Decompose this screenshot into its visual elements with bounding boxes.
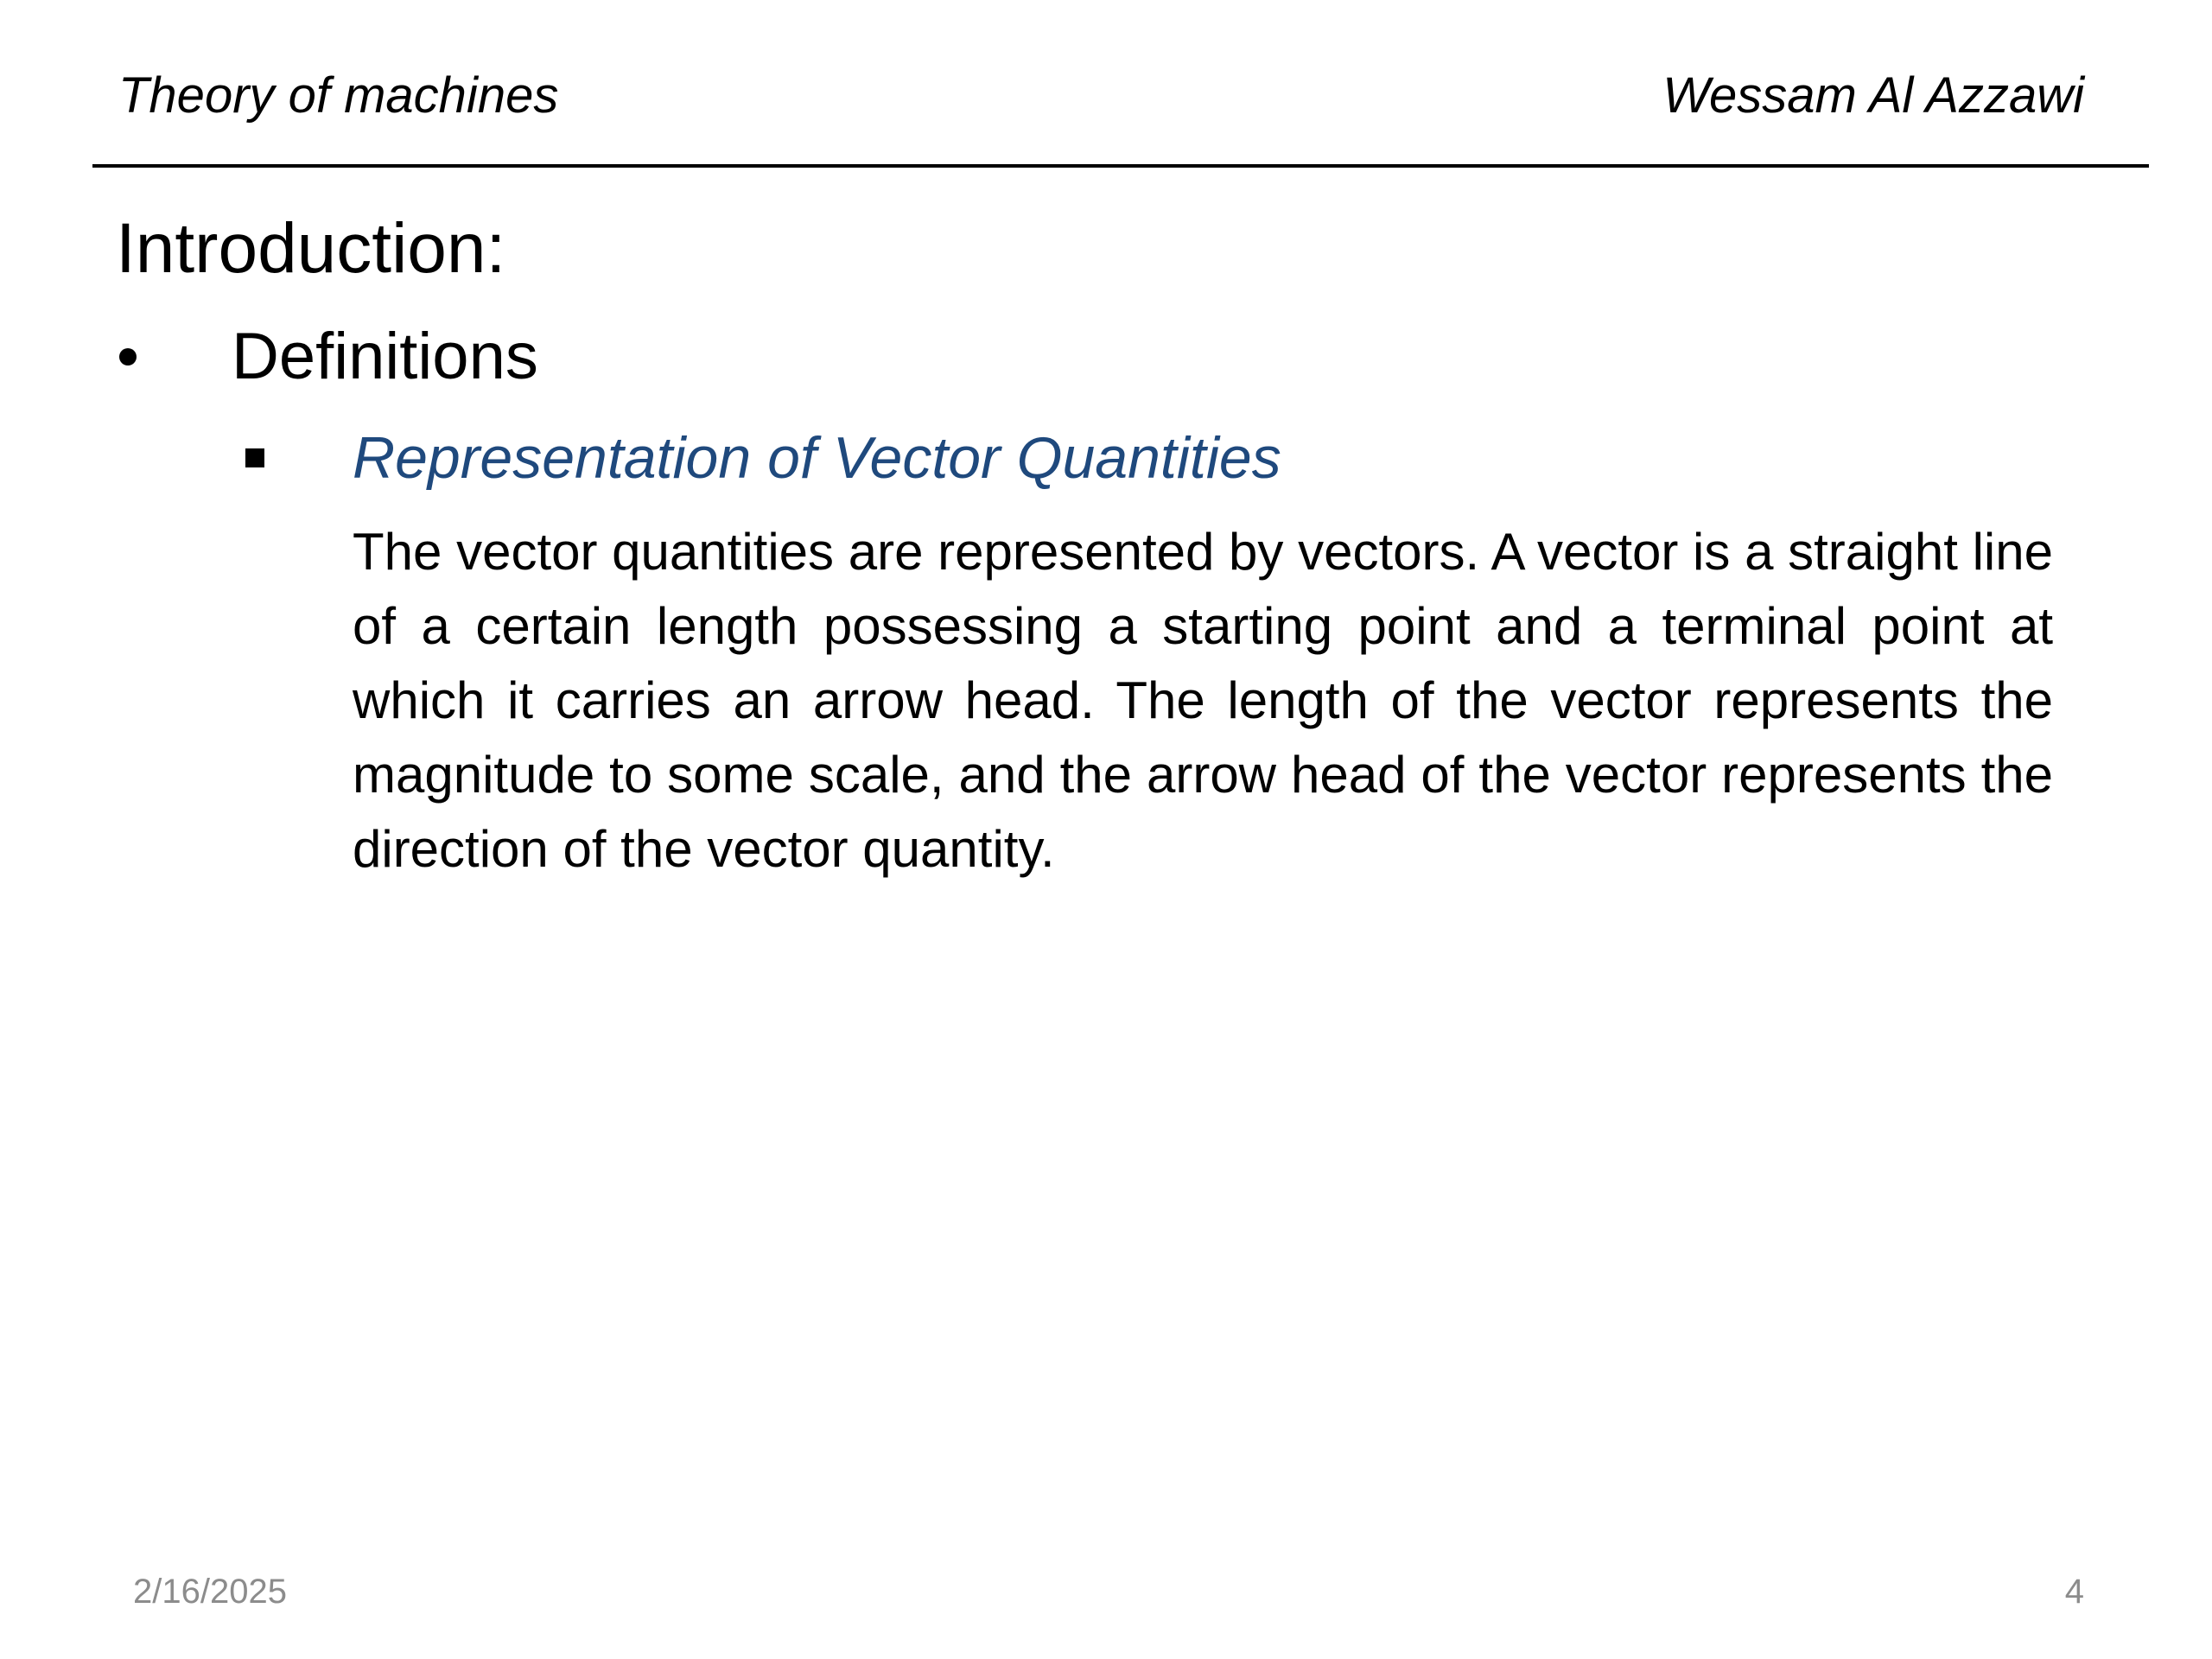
bullet-label: Definitions bbox=[232, 320, 538, 393]
footer-page-number: 4 bbox=[2064, 1573, 2084, 1611]
slide-title: Introduction: bbox=[116, 209, 506, 288]
bullet-dot-icon bbox=[119, 348, 137, 365]
body-paragraph: The vector quantities are represented by vectors. A vector is a straight line of a certain length possessing a starting point and a terminal point at which it carries an arrow head. The length of the vector represents the magnitude to some scale, and the arrow head of the vector represents the direction of the vector quantity. bbox=[353, 523, 2053, 878]
header-author: Wessam Al Azzawi bbox=[1662, 67, 2084, 124]
header-course-title: Theory of machines bbox=[118, 67, 559, 124]
sub-bullet-item bbox=[245, 423, 1281, 493]
footer-date: 2/16/2025 bbox=[133, 1573, 287, 1611]
square-bullet-icon bbox=[245, 448, 264, 467]
bullet-item-definitions bbox=[116, 318, 538, 396]
header-divider bbox=[92, 164, 2149, 168]
sub-bullet-heading: Representation of Vector Quantities bbox=[353, 425, 1281, 491]
